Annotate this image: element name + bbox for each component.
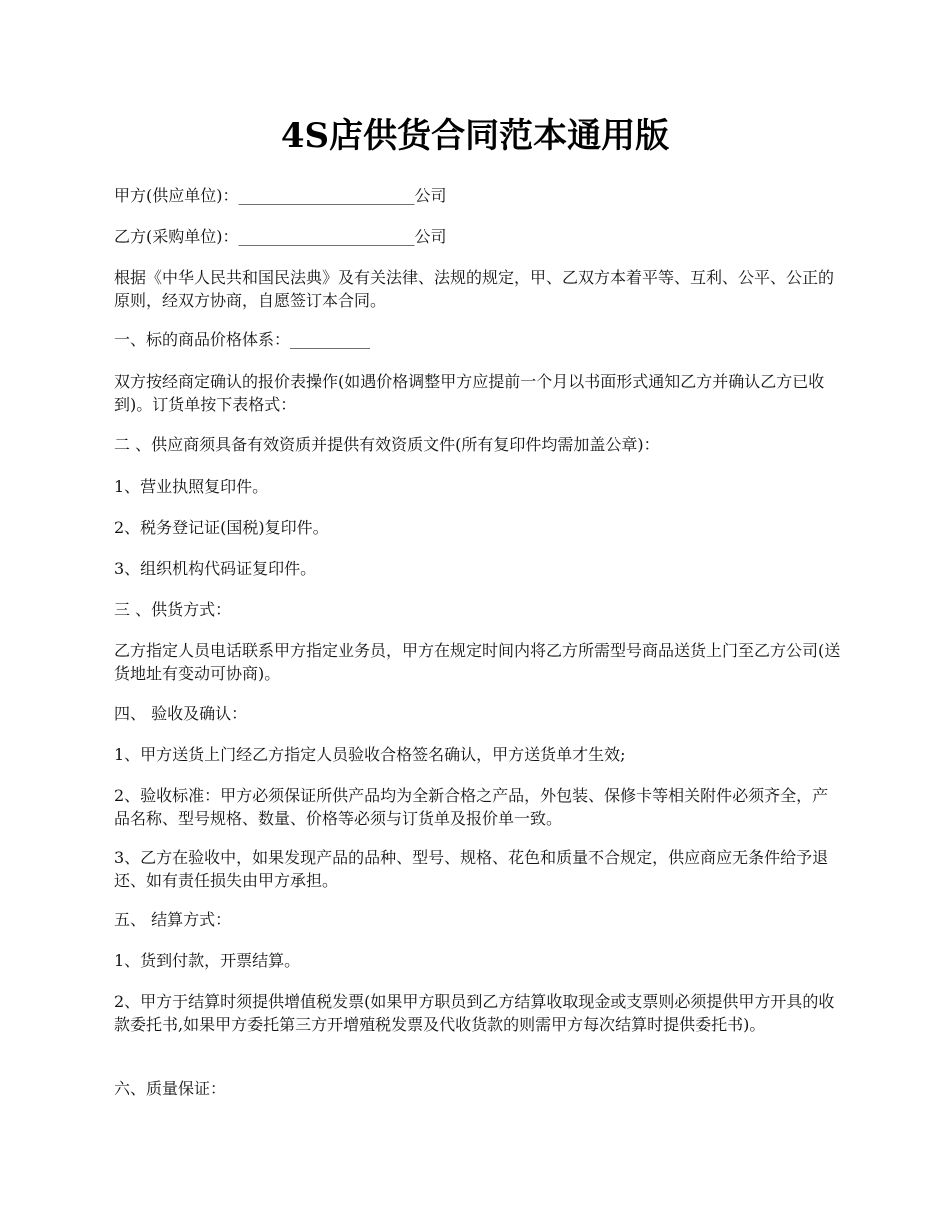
section-1-body: 双方按经商定确认的报价表操作(如遇价格调整甲方应提前一个月以书面形式通知乙方并确认乙方已收到)。订货单按下表格式： xyxy=(114,372,825,414)
section-3-body: 乙方指定人员电话联系甲方指定业务员，甲方在规定时间内将乙方所需型号商品送货上门至乙方公司(送货地址有变动可协商)。 xyxy=(114,641,841,683)
section-6-heading: 六、质量保证： xyxy=(114,1079,227,1098)
party-a-line: 甲方(供应单位)：______________________公司 xyxy=(114,186,447,205)
section-2-item-1: 1、营业执照复印件。 xyxy=(114,477,269,496)
section-4-item-3: 3、乙方在验收中，如果发现产品的品种、型号、规格、花色和质量不合规定，供应商应无条件给予退还、如有责任损失由甲方承担。 xyxy=(114,848,829,890)
section-1-heading: 一、标的商品价格体系：__________ xyxy=(114,330,371,349)
section-4-item-1: 1、甲方送货上门经乙方指定人员验收合格签名确认，甲方送货单才生效; xyxy=(114,745,626,764)
section-5-item-2: 2、甲方于结算时须提供增值税发票(如果甲方职员到乙方结算收取现金或支票则必须提供甲方开具的收款委托书,如果甲方委托第三方开增殖税发票及代收货款的则需甲方每次结算时提供委托书)。 xyxy=(114,992,835,1034)
section-5-heading: 五、 结算方式： xyxy=(114,910,232,929)
section-2-item-2: 2、税务登记证(国税)复印件。 xyxy=(114,518,329,537)
section-4-heading: 四、 验收及确认： xyxy=(114,704,248,723)
preamble-paragraph: 根据《中华人民共和国民法典》及有关法律、法规的规定，甲、乙双方本着平等、互利、公平、公正的原则，经双方协商，自愿签订本合同。 xyxy=(114,268,835,310)
section-4-item-2: 2、验收标准：甲方必须保证所供产品均为全新合格之产品，外包装、保修卡等相关附件必须齐全，产品名称、型号规格、数量、价格等必须与订货单及报价单一致。 xyxy=(114,786,829,828)
section-2-item-3: 3、组织机构代码证复印件。 xyxy=(114,559,317,578)
document-title: 4S店供货合同范本通用版 xyxy=(280,116,670,156)
party-b-line: 乙方(采购单位)：______________________公司 xyxy=(114,227,447,246)
section-2-heading: 二 、供应商须具备有效资质并提供有效资质文件(所有复印件均需加盖公章)： xyxy=(114,435,660,454)
section-3-heading: 三 、供货方式： xyxy=(114,600,232,619)
section-5-item-1: 1、货到付款，开票结算。 xyxy=(114,951,301,970)
